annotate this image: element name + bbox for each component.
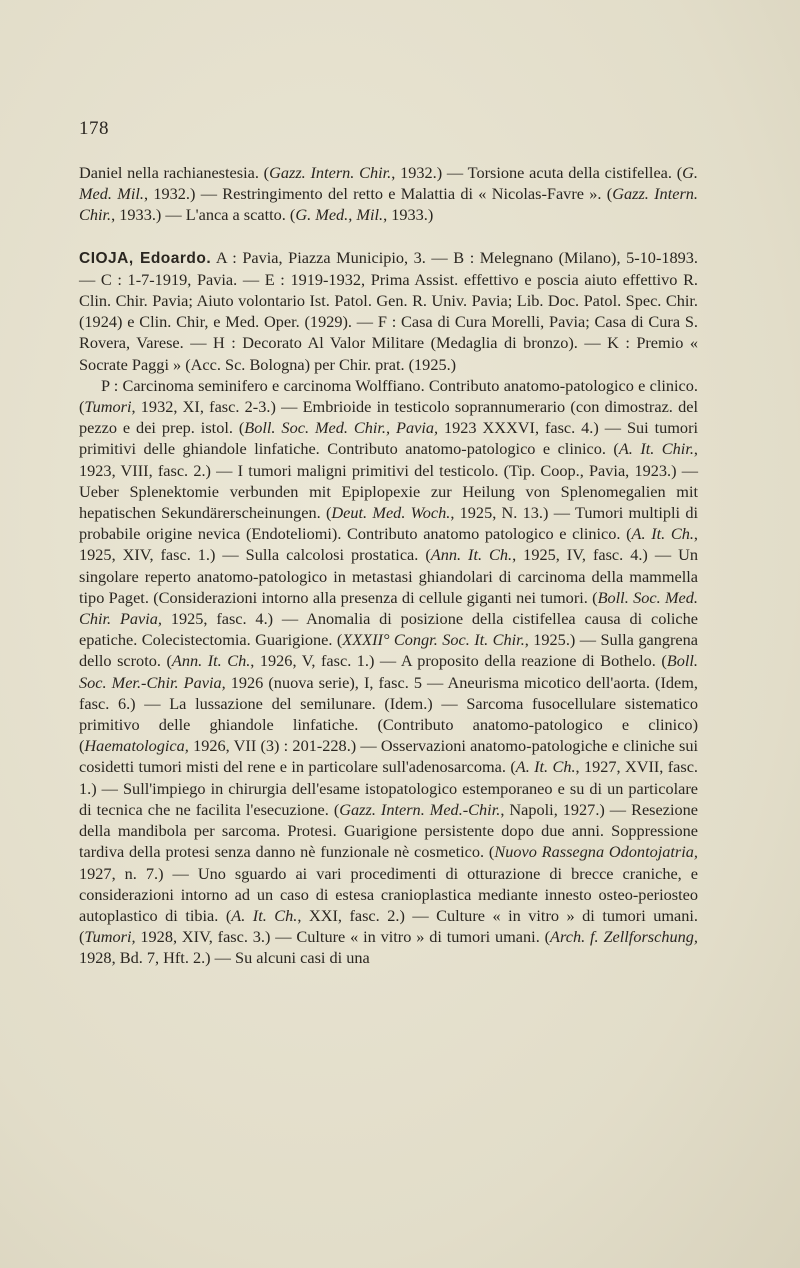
text-run: 1928, XIV, fasc. 3.) — Culture « in vitro » di tumori umani. ( xyxy=(135,927,551,947)
journal-title: G. Med. Mil. xyxy=(79,163,698,204)
journal-title: Ann. It. Ch. xyxy=(171,651,251,671)
text-run: , 1933.) xyxy=(383,205,434,225)
text-run: , 1927, XVII, fasc. 1.) — Sull'impiego in chirurgia dell'esame istopatologico estemporaneo e su di un particolare di tecnica che ne facilita l'esecuzione. ( xyxy=(79,757,699,819)
text-run: 1928, Bd. 7, Hft. 2.) — Su alcuni casi di una xyxy=(79,948,370,968)
text-run: , 1932.) — Torsione acuta della cistifellea. ( xyxy=(391,163,683,182)
journal-title: A. It. Ch. xyxy=(231,905,298,925)
journal-title: Boll. Soc. Med. Chir., Pavia, xyxy=(244,418,439,438)
journal-title: A. It. Ch. xyxy=(631,524,694,544)
journal-title: Nuovo Rassegna Odontojatria, xyxy=(494,842,698,862)
text-run: , 1925, IV, fasc. 4.) — Un singolare reperto anatomo-patologico in metastasi ghiandolari di carcinoma della mammella tipo Paget. (Considerazioni intorno alla presenza di cellule giganti nei tumori. ( xyxy=(79,545,698,607)
text-block xyxy=(79,162,698,969)
text-run: , 1932.) — Restringimento del retto e Malattia di « Nicolas-Favre ». ( xyxy=(143,184,613,204)
text-run: 1926, VII (3) : 201-228.) — Osservazioni anatomo-patologiche e cliniche sui cosidetti tumori misti del rene e in particolare sull'adenosarcoma. ( xyxy=(79,736,698,777)
journal-title: Deut. Med. Woch. xyxy=(331,503,451,523)
journal-title: Tumori, xyxy=(84,927,136,947)
publications-paragraph xyxy=(79,375,698,969)
text-run: , 1925, XIV, fasc. 1.) — Sulla calcolosi prostatica. ( xyxy=(79,524,698,565)
text-run: 1927, n. 7.) — Uno sguardo ai vari procedimenti di otturazione di brecce craniche, e considerazioni intorno ad un caso di estesa cranioplastica mediante innesto osteo-periosteo autoplastico di tibia. ( xyxy=(79,863,698,925)
journal-title: XXXII° Congr. Soc. It. Chir. xyxy=(342,630,525,650)
journal-title: A. It. Ch. xyxy=(515,757,576,777)
journal-title: Gazz. Intern. Chir. xyxy=(79,184,698,225)
journal-title: Gazz. Intern. Chir. xyxy=(269,163,392,182)
entry-name: CIOJA, Edoardo. xyxy=(79,249,212,267)
journal-title: Boll. Soc. Mer.-Chir. Pavia, xyxy=(79,651,698,692)
journal-title: Ann. It. Ch. xyxy=(430,545,513,565)
journal-title: Haematologica, xyxy=(84,736,189,756)
text-run: Daniel nella rachianestesia. ( xyxy=(79,163,270,182)
journal-title: Arch. f. Zellforschung, xyxy=(550,927,698,947)
text-run: 1926 (nuova serie), I, fasc. 5 — Aneurisma micotico dell'aorta. (Idem, fasc. 6.) — La lussazione del semilunare. (Idem.) — Sarcoma fusocellulare sistematico primitivo delle ghiandole linfatiche. (Contributo anatomo-patologico e clinico) ( xyxy=(79,672,698,756)
journal-title: G. Med., Mil. xyxy=(295,205,384,225)
journal-title: Gazz. Intern. Med.-Chir. xyxy=(339,799,501,819)
text-run: , XXI, fasc. 2.) — Culture « in vitro » di tumori umani. ( xyxy=(79,905,698,947)
journal-title: Tumori xyxy=(84,397,132,417)
entry-paragraph xyxy=(79,247,698,375)
text-run: , Napoli, 1927.) — Resezione della mandibola per sarcoma. Protesi. Guarigione persistente dopo due anni. Soppressione tardiva della protesi senza danno nè funzionale nè cosmetico. ( xyxy=(79,799,698,862)
text-run: , 1925, N. 13.) — Tumori multipli di probabile origine nevica (Endoteliomi). Contributo anatomo patologico e clinico. ( xyxy=(79,503,698,544)
intro-paragraph xyxy=(79,162,698,226)
text-run: , 1926, V, fasc. 1.) — A proposito della reazione di Bothelo. ( xyxy=(250,651,667,671)
page-number: 178 xyxy=(79,118,109,139)
journal-title: A. It. Chir. xyxy=(618,439,694,459)
text-run: , 1923, VIII, fasc. 2.) — I tumori maligni primitivi del testicolo. (Tip. Coop., Pavia, 1923.) — Ueber Splenektomie verbunden mit Epiplopexie zur Heilung von Splenomegalien mit hepatischen Sekundärerscheinungen. ( xyxy=(79,439,698,523)
text-run: 1923 XXXVI, fasc. 4.) — Sui tumori primitivi delle ghiandole linfatiche. Contributo anatomo-patologico e clinico. ( xyxy=(79,418,699,459)
entry-details: A : Pavia, Piazza Municipio, 3. — B : Melegnano (Milano), 5-10-1893. — C : 1-7-1919, Pavia. — E : 1919-1932, Prima Assist. effettivo e poscia aiuto effettivo R. Clin. Chir. Pavia; Aiuto volontario Ist. Patol. Gen. R. Univ. Pavia; Lib. Doc. Patol. Spec. Chir. (1924) e Clin. Chir, e Med. Oper. (1929). — F : Casa di Cura Morelli, Pavia; Casa di Cura S. Rovera, Varese. — H : Decorato Al Valor Militare (Medaglia di bronzo). — K : Premio « Socrate Paggi » (Acc. Sc. Bologna) per Chir. prat. (1925.) xyxy=(79,247,699,374)
text-run: , 1932, XI, fasc. 2-3.) — Embrioide in testicolo soprannumerario (con dimostraz. del pezzo e dei prep. istol. ( xyxy=(79,397,698,438)
text-run: P : Carcinoma seminifero e carcinoma Wolffiano. Contributo anatomo-patologico e clinico. ( xyxy=(79,375,698,417)
journal-title: Boll. Soc. Med. Chir. Pavia, xyxy=(79,587,698,629)
text-run: 1925, fasc. 4.) — Anomalia di posizione della cistifellea causa di coliche epatiche. Colecistectomia. Guarigione. ( xyxy=(79,609,698,650)
text-run: , 1925.) — Sulla gangrena dello scroto. ( xyxy=(79,630,698,671)
text-run: , 1933.) — L'anca a scatto. ( xyxy=(111,205,296,225)
